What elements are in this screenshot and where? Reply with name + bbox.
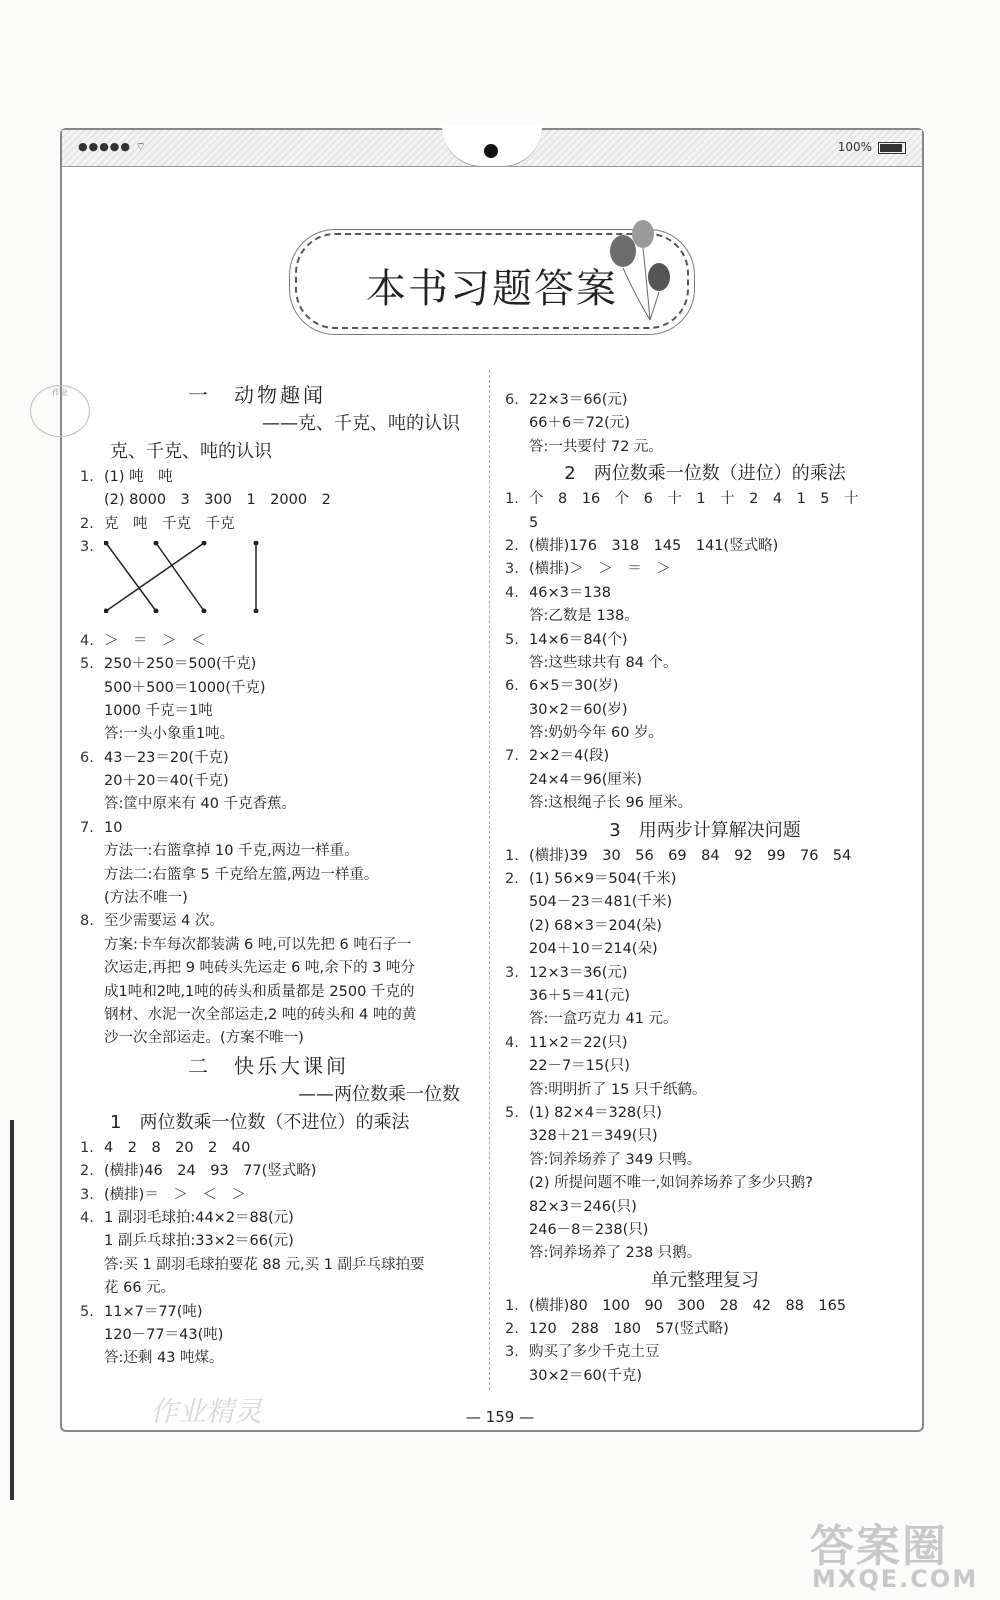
answer-item <box>80 1184 480 1207</box>
item-number: 5. <box>80 656 94 673</box>
item-text: (1) 吨 吨 <box>104 469 173 485</box>
item-number: 2. <box>80 515 94 532</box>
answer-line: 次运走,再把 9 吨砖头先运走 6 吨,余下的 3 吨分 <box>104 960 416 977</box>
chapter-heading: 一 动物趣闻 <box>188 383 326 407</box>
answer-line: 66＋6＝72(元) <box>529 415 630 432</box>
answer-item <box>80 630 480 653</box>
answer-line: 答:饲养场养了 238 只鹅。 <box>529 1245 702 1262</box>
battery-percent: 100% <box>837 140 872 154</box>
item-text: 14×6＝84(个) <box>529 631 628 648</box>
answer-item <box>80 513 480 536</box>
answer-line: (2) 所提问题不唯一,如饲养场养了多少只鹅? <box>529 1175 813 1192</box>
answer-item <box>505 629 905 652</box>
answer-line: 5 <box>529 514 539 531</box>
answer-item <box>505 845 905 868</box>
item-text: 43－23＝20(千克) <box>104 749 229 766</box>
section-heading: 克、千克、吨的认识 <box>110 441 272 462</box>
answer-item <box>80 817 480 840</box>
answer-line: 答:一盒巧克力 41 元。 <box>529 1011 678 1028</box>
item-number: 3. <box>80 539 94 556</box>
answer-line: 答:一头小象重1吨。 <box>104 726 235 743</box>
answer-item <box>80 1137 480 1160</box>
answer-item <box>505 1295 905 1318</box>
answer-item <box>505 582 905 605</box>
answer-item <box>505 535 905 558</box>
answers-left-column <box>80 380 480 1371</box>
balloon-strings-icon <box>605 230 675 330</box>
item-text: 克 吨 千克 千克 <box>104 515 235 532</box>
answer-item <box>505 1341 905 1364</box>
answer-line: 1000 千克＝1吨 <box>104 702 213 719</box>
item-number: 1. <box>80 469 94 485</box>
item-number: 7. <box>80 819 94 836</box>
item-number: 5. <box>505 1104 519 1121</box>
item-text: (1) 82×4＝328(只) <box>529 1104 662 1121</box>
watermark-url: MXQE.COM <box>812 1565 979 1593</box>
answer-line: 36＋5＝41(元) <box>529 987 630 1004</box>
item-number: 2. <box>505 871 519 888</box>
answer-item <box>80 466 480 489</box>
section-heading: 2 两位数乘一位数（进位）的乘法 <box>564 463 846 485</box>
answer-line: 246－8＝238(只) <box>529 1221 649 1238</box>
column-divider <box>489 370 490 1390</box>
item-number: 1. <box>505 491 519 508</box>
section-heading: 1 两位数乘一位数（不进位）的乘法 <box>110 1111 410 1133</box>
answer-line: 30×2＝60(千克) <box>529 1367 643 1384</box>
answer-line: (2) 68×3＝204(朵) <box>529 917 662 934</box>
answer-line: 20＋20＝40(千克) <box>104 773 229 790</box>
answer-item <box>80 747 480 770</box>
item-text: 购买了多少千克土豆 <box>529 1344 660 1361</box>
answer-item <box>505 558 905 581</box>
item-text: 6×5＝30(岁) <box>529 678 619 695</box>
item-text: 个 8 16 个 6 十 1 十 2 4 1 5 十 <box>529 491 859 508</box>
answer-line: 500＋500＝1000(千克) <box>104 679 266 696</box>
item-text: 11×2＝22(只) <box>529 1034 628 1051</box>
camera-icon <box>484 144 498 158</box>
item-number: 3. <box>505 964 519 981</box>
answer-item <box>505 389 905 412</box>
watermark-logo: 答案圈 <box>810 1521 948 1572</box>
answer-line: 504－23＝481(千米) <box>529 894 673 911</box>
answer-line: (2) 8000 3 300 1 2000 2 <box>104 492 331 509</box>
answer-line: 花 66 元。 <box>104 1280 176 1297</box>
item-number: 1. <box>505 847 519 864</box>
item-text: 11×7＝77(吨) <box>104 1303 203 1320</box>
answer-line: 204＋10＝214(朵) <box>529 941 658 958</box>
item-number: 4. <box>505 1034 519 1051</box>
item-number: 2. <box>505 537 519 554</box>
item-text: 12×3＝36(元) <box>529 964 628 981</box>
answer-line: 钢材、水泥一次全部运走,2 吨的砖头和 4 吨的黄 <box>104 1006 417 1023</box>
item-number: 5. <box>505 631 519 648</box>
item-text: (横排)80 100 90 300 28 42 88 165 <box>529 1297 847 1314</box>
item-number: 4. <box>80 632 94 649</box>
answer-line: 24×4＝96(厘米) <box>529 771 643 788</box>
answer-line: 成1吨和2吨,1吨的砖头和质量都是 2500 千克的 <box>104 983 415 1000</box>
item-text: 至少需要运 4 次。 <box>104 913 224 930</box>
stamp-text: 作业 <box>52 388 68 397</box>
item-text: 2×2＝4(段) <box>529 748 610 765</box>
section-heading: 3 用两步计算解决问题 <box>609 819 801 841</box>
item-text: (1) 56×9＝504(千米) <box>529 871 677 888</box>
page-number: — 159 — <box>465 1408 535 1426</box>
answer-line: 30×2＝60(岁) <box>529 701 628 718</box>
item-text: (横排)＝ ＞ ＜ ＞ <box>104 1186 246 1203</box>
answer-item <box>505 675 905 698</box>
item-text: 4 2 8 20 2 40 <box>104 1139 251 1156</box>
answer-item <box>505 1032 905 1055</box>
chapter-heading: 二 快乐大课间 <box>188 1053 349 1078</box>
answer-item <box>80 1160 480 1183</box>
item-number: 3. <box>80 1186 94 1203</box>
item-text: ＞ ＝ ＞ ＜ <box>104 632 206 649</box>
item-text: (横排)＞ ＞ ＝ ＞ <box>529 561 671 578</box>
answer-line: 答:明明折了 15 只千纸鹤。 <box>529 1081 707 1098</box>
answer-item <box>80 1301 480 1324</box>
item-number: 3. <box>505 561 519 578</box>
answer-line: 答:这些球共有 84 个。 <box>529 654 678 671</box>
item-number: 6. <box>505 392 519 408</box>
item-text: 10 <box>104 819 123 836</box>
answer-line: 1 副乒乓球拍:33×2＝66(元) <box>104 1233 294 1250</box>
item-number: 6. <box>505 678 519 695</box>
answer-line: 328＋21＝349(只) <box>529 1128 658 1145</box>
item-text: (横排)39 30 56 69 84 92 99 76 54 <box>529 847 852 864</box>
item-text: (横排)176 318 145 141(竖式略) <box>529 537 779 554</box>
answer-item <box>505 962 905 985</box>
answer-line: 22－7＝15(只) <box>529 1058 630 1075</box>
answer-item <box>505 868 905 891</box>
answer-item <box>80 910 480 933</box>
item-number: 1. <box>505 1297 519 1314</box>
item-text: 1 副羽毛球拍:44×2＝88(元) <box>104 1209 294 1226</box>
answer-line: 方法二:右篮拿 5 千克给左篮,两边一样重。 <box>104 866 379 883</box>
answer-item <box>505 488 905 511</box>
item-number: 5. <box>80 1303 94 1320</box>
answer-item <box>80 1207 480 1230</box>
item-number: 2. <box>80 1163 94 1180</box>
item-text: 250＋250＝500(千克) <box>104 656 257 673</box>
answer-item <box>505 1318 905 1341</box>
signal-icon: ●●●●● ⌔ <box>78 140 147 153</box>
answer-item <box>80 653 480 676</box>
item-number: 6. <box>80 749 94 766</box>
answer-line: 答:还剩 43 吨煤。 <box>104 1350 224 1367</box>
item-text: 46×3＝138 <box>529 584 612 601</box>
answer-line: 120－77＝43(吨) <box>104 1326 224 1343</box>
answer-line: 方案:卡车每次都装满 6 吨,可以先把 6 吨石子一 <box>104 936 412 953</box>
answer-line: 答:乙数是 138。 <box>529 608 639 625</box>
answer-line: 答:筐中原来有 40 千克香蕉。 <box>104 796 297 813</box>
answer-item <box>505 745 905 768</box>
answer-line: 答:买 1 副羽毛球拍要花 88 元,买 1 副乒乓球拍要 <box>104 1256 425 1273</box>
answers-right-column <box>505 389 905 1388</box>
item-number: 4. <box>505 584 519 601</box>
item-text: (横排)46 24 93 77(竖式略) <box>104 1163 317 1180</box>
item-number: 7. <box>505 748 519 765</box>
chapter-subheading: ——两位数乘一位数 <box>298 1083 460 1105</box>
item-number: 4. <box>80 1209 94 1226</box>
page-title: 本书习题答案 <box>366 266 618 312</box>
matching-diagram <box>104 541 274 613</box>
item-text: 22×3＝66(元) <box>529 392 628 408</box>
scan-edge <box>10 1120 14 1500</box>
chapter-subheading: ——克、千克、吨的认识 <box>262 413 460 434</box>
item-number: 2. <box>505 1321 519 1338</box>
item-number: 1. <box>80 1139 94 1156</box>
item-text: 120 288 180 57(竖式略) <box>529 1321 729 1338</box>
answer-line: 答:一共要付 72 元。 <box>529 438 664 455</box>
item-number: 8. <box>80 913 94 930</box>
answer-item <box>505 1102 905 1125</box>
section-heading: 单元整理复习 <box>651 1269 759 1291</box>
battery-icon <box>878 142 906 154</box>
answer-line: 沙一次全部运走。(方案不唯一) <box>104 1030 304 1047</box>
answer-line: 82×3＝246(只) <box>529 1198 637 1215</box>
answer-line: 答:这根绳子长 96 厘米。 <box>529 795 693 812</box>
answer-line: (方法不唯一) <box>104 890 188 907</box>
item-number: 3. <box>505 1344 519 1361</box>
watermark-text: 作业精灵 <box>150 1395 263 1428</box>
answer-line: 答:奶奶今年 60 岁。 <box>529 725 664 742</box>
answer-line: 方法一:右篮拿掉 10 千克,两边一样重。 <box>104 843 359 860</box>
answer-line: 答:饲养场养了 349 只鸭。 <box>529 1151 702 1168</box>
